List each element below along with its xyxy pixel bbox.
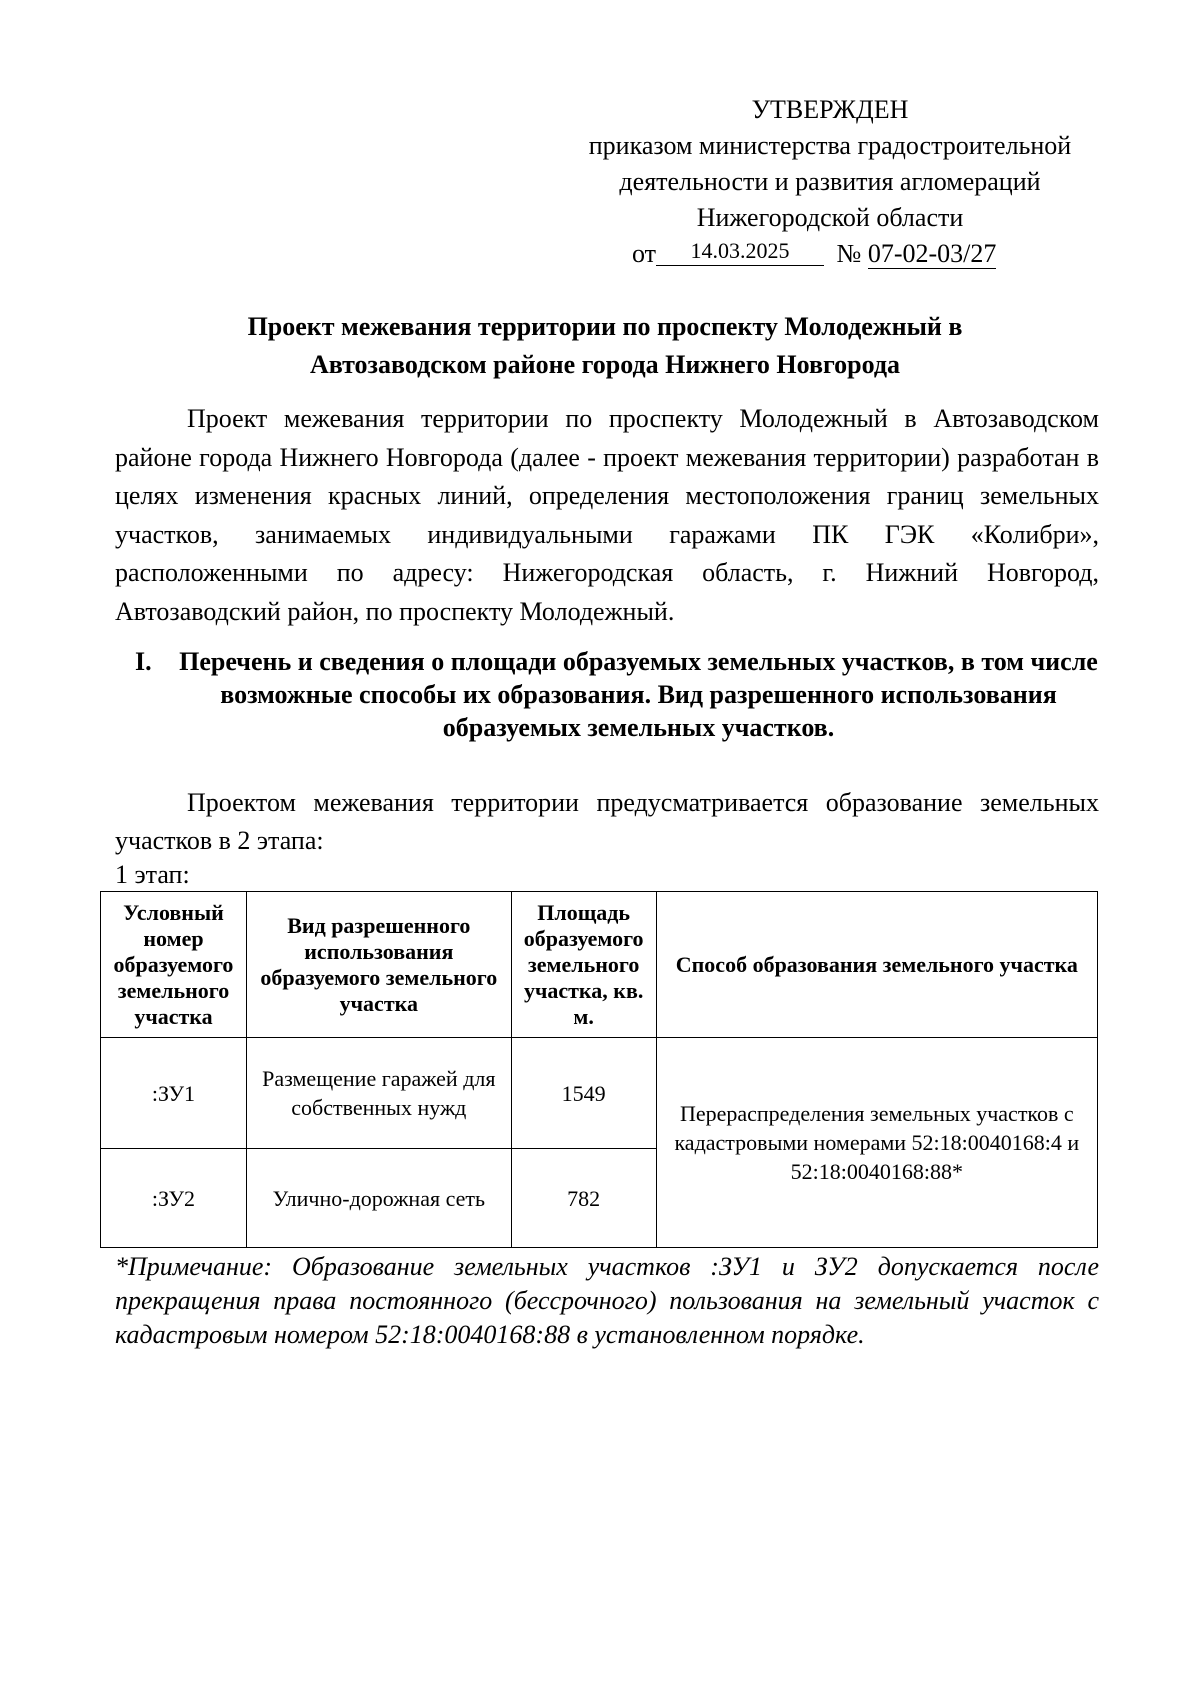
cell-area: 782 xyxy=(511,1149,656,1248)
title-line-2: Автозаводском районе города Нижнего Новгорода xyxy=(309,350,901,379)
order-number-block xyxy=(837,236,997,272)
section-heading xyxy=(115,645,1100,744)
approval-heading: УТВЕРЖДЕН xyxy=(751,95,909,124)
approval-line-1: приказом министерства градостроительной xyxy=(588,131,1072,160)
table-header-row xyxy=(101,892,1098,1038)
cell-permitted-use: Размещение гаражей для собственных нужд xyxy=(246,1038,511,1149)
cell-area: 1549 xyxy=(511,1038,656,1149)
lead-text: Проектом межевания территории предусматривается образование земельных участков в 2 этапа: xyxy=(115,788,1099,855)
approval-line-3: Нижегородской области xyxy=(696,203,964,232)
order-number: 07-02-03/27 xyxy=(867,239,997,268)
approval-date-line xyxy=(632,236,1100,272)
section-title: Перечень и сведения о площади образуемых земельных участков, в том числе возможные способы их образования. Вид разрешенного использования образуемых земельных участков. xyxy=(179,647,1098,742)
cell-plot-number: :ЗУ1 xyxy=(101,1038,247,1149)
table-row xyxy=(101,1038,1098,1149)
cell-permitted-use: Улично-дорожная сеть xyxy=(246,1149,511,1248)
approval-line-2: деятельности и развития агломераций xyxy=(619,167,1041,196)
lead-paragraph xyxy=(115,784,1099,860)
cell-plot-number: :ЗУ2 xyxy=(101,1149,247,1248)
header-plot-number: Условный номер образуемого земельного участка xyxy=(101,892,247,1038)
approval-date: 14.03.2025 xyxy=(656,237,824,266)
document-title xyxy=(115,308,1095,384)
header-permitted-use: Вид разрешенного использования образуемого земельного участка xyxy=(246,892,511,1038)
land-plots-table xyxy=(100,891,1098,1248)
date-prefix: от xyxy=(632,239,657,268)
footnote: *Примечание: Образование земельных участков :ЗУ1 и ЗУ2 допускается после прекращения права постоянного (бессрочного) пользования на земельный участок с кадастровым номером 52:18:0040168:88 в установленном порядке. xyxy=(115,1252,1099,1349)
title-line-1: Проект межевания территории по проспекту Молодежный в xyxy=(247,312,963,341)
intro-paragraph: Проект межевания территории по проспекту Молодежный в Автозаводском районе города Нижнего Новгорода (далее - проект межевания территории) разработан в целях изменения красных линий, определения местоположения границ земельных участков, занимаемых индивидуальными гаражами ПК ГЭК «Колибри», расположенными по адресу: Нижегородская область, г. Нижний Новгород, Автозаводский район, по проспекту Молодежный. xyxy=(115,404,1099,626)
approval-block xyxy=(560,92,1100,272)
header-area: Площадь образуемого земельного участка, кв. м. xyxy=(511,892,656,1038)
cell-formation-method: Перераспределения земельных участков с кадастровыми номерами 52:18:0040168:4 и 52:18:0040168:88* xyxy=(656,1038,1097,1248)
number-prefix: № xyxy=(836,239,862,268)
stage-label: 1 этап: xyxy=(115,860,190,889)
section-number: I. xyxy=(135,647,152,676)
header-formation-method: Способ образования земельного участка xyxy=(656,892,1097,1038)
